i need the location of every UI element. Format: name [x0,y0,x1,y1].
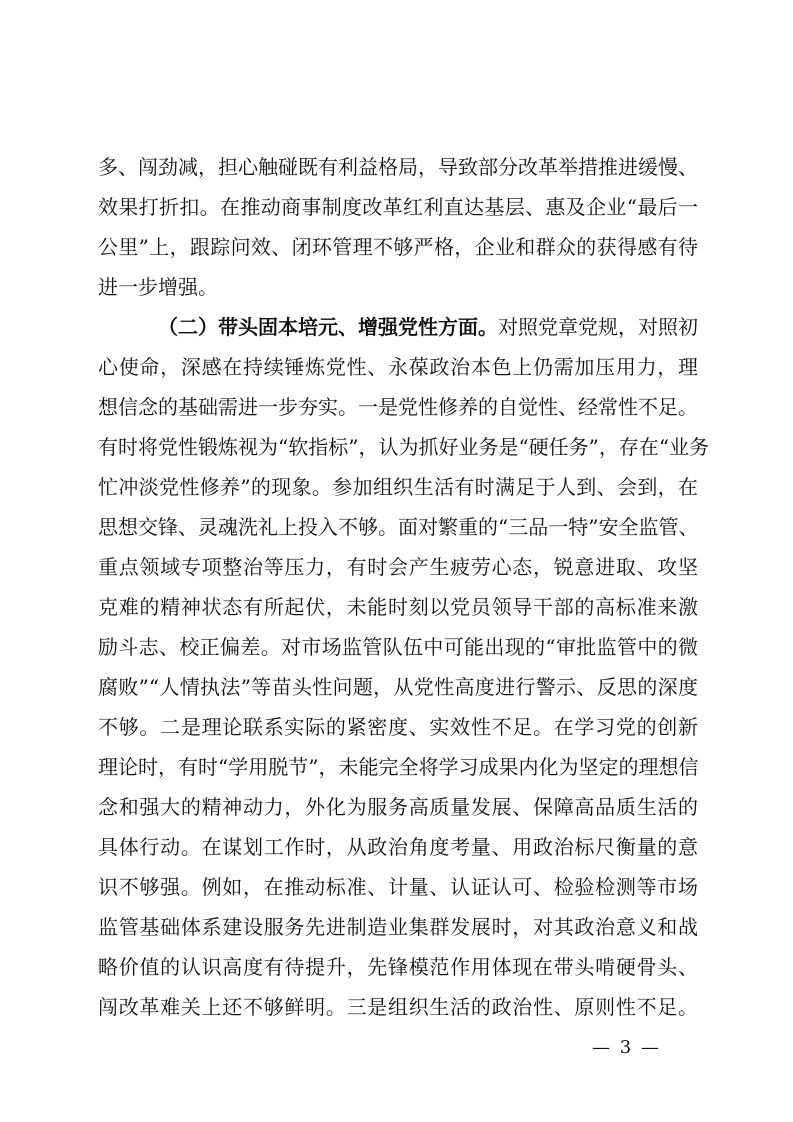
text-line: 有时将党性锻炼视为“软指标”，认为抓好业务是“硬任务”，存在“业务 [98,435,710,459]
text-line: 略价值的认识高度有待提升，先锋模范作用体现在带头啃硬骨头、 [98,955,698,979]
text-line: 忙冲淡党性修养”的现象。参加组织生活有时满足于人到、会到，在 [98,475,698,499]
text-line: 效果打折扣。在推动商事制度改革红利直达基层、惠及企业“最后一 [98,195,698,219]
text-line: 理论时，有时“学用脱节”，未能完全将学习成果内化为坚定的理想信 [98,755,699,779]
section-heading-line [98,307,698,347]
text-line: 腐败”“人情执法”等苗头性问题，从党性高度进行警示、反思的深度 [98,675,698,699]
text-line: 重点领域专项整治等压力，有时会产生疲劳心态，锐意进取、攻坚 [98,555,698,579]
text-line: 公里”上，跟踪问效、闭环管理不够严格，企业和群众的获得感有待 [98,235,698,259]
text-line: 念和强大的精神动力，外化为服务高质量发展、保障高品质生活的 [98,795,698,819]
text-line: 识不够强。例如，在推动标准、计量、认证认可、检验检测等市场 [98,875,698,899]
page-number: — 3 — [592,1037,661,1058]
text-line: 克难的精神状态有所起伏，未能时刻以党员领导干部的高标准来激 [98,595,698,619]
body-text [98,147,710,1027]
text-line: 进一步增强。 [98,275,218,299]
text-line: 心使命，深感在持续锤炼党性、永葆政治本色上仍需加压用力，理 [98,355,698,379]
text-line: 多、闯劲减，担心触碰既有利益格局，导致部分改革举措推进缓慢、 [98,155,698,179]
text-line: 励斗志、校正偏差。对市场监管队伍中可能出现的“审批监管中的微 [98,635,698,659]
text-line: 监管基础体系建设服务先进制造业集群发展时，对其政治意义和战 [98,915,698,939]
heading-line-rest: 对照党章党规，对照初 [498,315,698,339]
section-heading: （二）带头固本培元、增强党性方面。 [158,315,498,339]
text-line: 想信念的基础需进一步夯实。一是党性修养的自觉性、经常性不足。 [98,395,698,419]
text-line: 闯改革难关上还不够鲜明。三是组织生活的政治性、原则性不足。 [98,995,698,1019]
text-line: 不够。二是理论联系实际的紧密度、实效性不足。在学习党的创新 [98,715,698,739]
text-line: 思想交锋、灵魂洗礼上投入不够。面对繁重的“三品一特”安全监管、 [98,515,699,539]
text-line: 具体行动。在谋划工作时，从政治角度考量、用政治标尺衡量的意 [98,835,698,859]
